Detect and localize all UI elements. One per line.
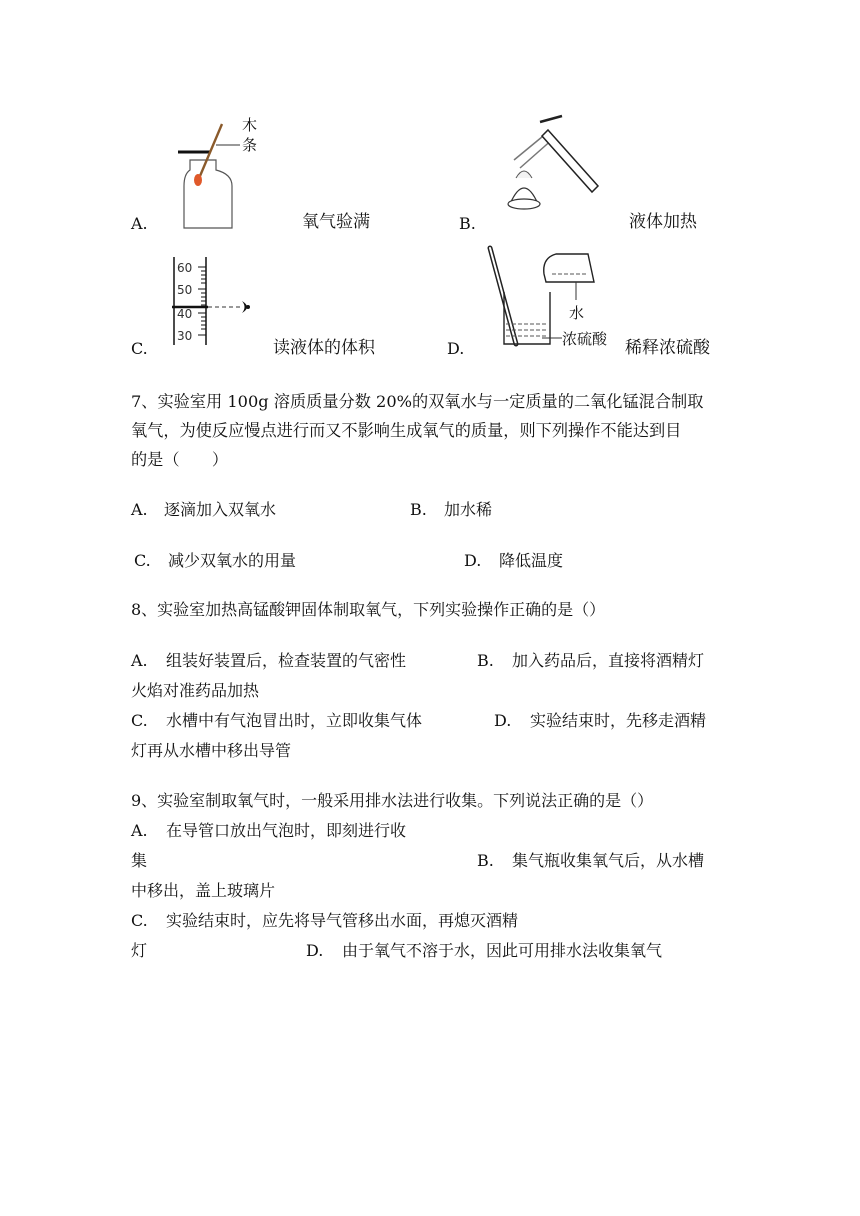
figure-cylinder-reading bbox=[168, 255, 268, 347]
option-7d-letter[interactable]: D. bbox=[464, 551, 482, 570]
option-8c-letter[interactable]: C. bbox=[131, 711, 148, 730]
option-8b-letter[interactable]: B. bbox=[477, 651, 494, 670]
tick-60: 60 bbox=[177, 261, 193, 275]
option-8a-letter[interactable]: A. bbox=[131, 651, 148, 670]
q7-stem-line3: 的是（ ） bbox=[131, 450, 229, 469]
option-9c-cont: 灯 bbox=[131, 941, 148, 960]
tick-50: 50 bbox=[177, 283, 193, 297]
option-9b-letter[interactable]: B. bbox=[477, 851, 494, 870]
option-6b-letter[interactable]: B. bbox=[459, 214, 476, 233]
option-9b-text: 集气瓶收集氧气后，从水槽 bbox=[512, 851, 705, 870]
option-7d-text: 降低温度 bbox=[499, 551, 564, 570]
option-7c-text: 减少双氧水的用量 bbox=[168, 551, 297, 570]
option-8c-text: 水槽中有气泡冒出时，立即收集气体 bbox=[166, 711, 423, 730]
option-7b-text: 加水稀 bbox=[444, 500, 493, 519]
option-7c-letter[interactable]: C. bbox=[134, 551, 151, 570]
q9-stem: 9、实验室制取氧气时，一般采用排水法进行收集。下列说法正确的是（） bbox=[131, 791, 654, 810]
option-8d-text: 实验结束时，先移走酒精 bbox=[530, 711, 707, 730]
option-9d-letter[interactable]: D. bbox=[306, 941, 324, 960]
option-6d-caption: 稀释浓硫酸 bbox=[625, 338, 710, 358]
option-7a-text: 逐滴加入双氧水 bbox=[164, 500, 277, 519]
option-8a-text: 组装好装置后，检查装置的气密性 bbox=[166, 651, 407, 670]
option-8d-letter[interactable]: D. bbox=[494, 711, 512, 730]
option-9a-letter[interactable]: A. bbox=[131, 821, 148, 840]
q8-stem: 8、实验室加热高锰酸钾固体制取氧气，下列实验操作正确的是（） bbox=[131, 600, 606, 619]
label-strip: 条 bbox=[242, 136, 258, 154]
option-9d-text: 由于氧气不溶于水，因此可用排水法收集氧气 bbox=[342, 941, 663, 960]
option-6b-caption: 液体加热 bbox=[629, 212, 697, 232]
option-9b-cont: 中移出，盖上玻璃片 bbox=[131, 881, 276, 900]
tick-40: 40 bbox=[177, 307, 193, 321]
option-8b-cont: 火焰对准药品加热 bbox=[131, 681, 260, 700]
figure-oxygen-check bbox=[160, 112, 280, 232]
option-7b-letter[interactable]: B. bbox=[410, 500, 427, 519]
q7-stem-line2: 氧气，为使反应慢点进行而又不影响生成氧气的质量，则下列操作不能达到目 bbox=[131, 421, 682, 440]
label-wood: 木 bbox=[242, 116, 258, 134]
label-acid: 浓硫酸 bbox=[562, 330, 608, 348]
option-6d-letter[interactable]: D. bbox=[447, 339, 465, 358]
q7-stem-line1: 7、实验室用 100g 溶质质量分数 20%的双氧水与一定质量的二氧化锰混合制取 bbox=[131, 392, 704, 411]
label-water: 水 bbox=[569, 304, 585, 322]
option-6a-caption: 氧气验满 bbox=[302, 212, 370, 232]
option-7a-letter[interactable]: A. bbox=[131, 500, 148, 519]
option-6a-letter[interactable]: A. bbox=[131, 214, 148, 233]
option-8b-text: 加入药品后，直接将酒精灯 bbox=[512, 651, 705, 670]
option-9c-text: 实验结束时，应先将导气管移出水面，再熄灭酒精 bbox=[166, 911, 519, 930]
option-9a-cont: 集 bbox=[131, 851, 148, 870]
option-6c-caption: 读液体的体积 bbox=[273, 338, 375, 358]
figure-acid-dilution bbox=[484, 244, 614, 356]
tick-30: 30 bbox=[177, 329, 193, 343]
option-8d-cont: 灯再从水槽中移出导管 bbox=[131, 741, 292, 760]
option-9c-letter[interactable]: C. bbox=[131, 911, 148, 930]
figure-liquid-heating bbox=[496, 112, 616, 222]
option-9a-text: 在导管口放出气泡时，即刻进行收 bbox=[166, 821, 407, 840]
option-6c-letter[interactable]: C. bbox=[131, 339, 148, 358]
